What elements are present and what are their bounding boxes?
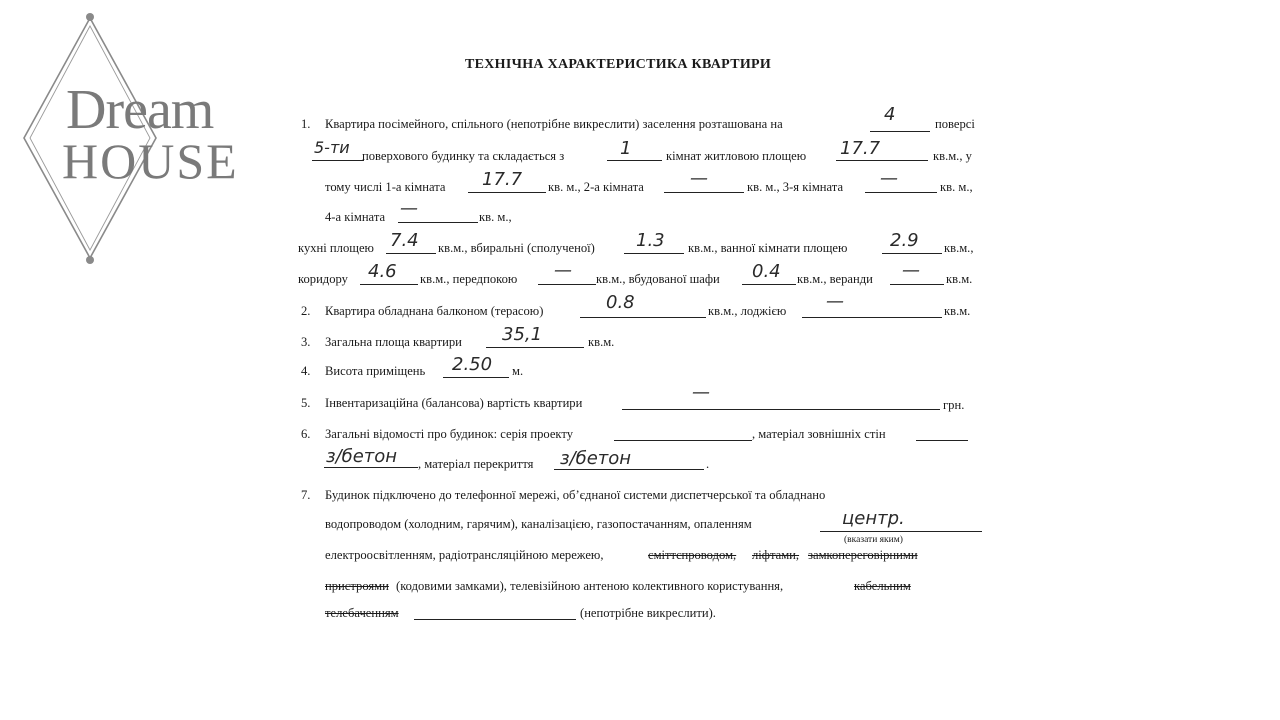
corridor-line (360, 284, 418, 285)
corridor-value: 4.6 (368, 261, 397, 282)
item-1-text-r: кв.м., вбудованої шафи (596, 272, 720, 286)
ceiling-material-line (554, 469, 704, 470)
height-value: 2.50 (452, 354, 493, 375)
item-3-text-a: Загальна площа квартири (325, 335, 462, 349)
veranda-line (890, 284, 944, 285)
item-1-text-j: 4-а кімната (325, 210, 386, 224)
item-1-text-s: кв.м., веранди (797, 272, 873, 286)
item-7-line-1: Будинок підключено до телефонної мережі, об’єднаної системи диспетчерської та обладнано (325, 488, 826, 502)
veranda-value: — (902, 260, 920, 281)
logo-word-house: HOUSE (62, 133, 239, 189)
living-area-line (836, 160, 928, 161)
item-1-text-i: кв. м., (940, 180, 973, 194)
item-1-text-m: кв.м., вбиральні (сполученої) (438, 241, 595, 255)
item-6-text-b: , матеріал зовнішніх стін (752, 427, 886, 441)
tv-line (414, 619, 576, 620)
inventory-value: — (692, 382, 710, 403)
item-6-number: 6. (301, 427, 311, 441)
heating-value: центр. (842, 508, 905, 529)
walls-material-value: з/бетон (326, 446, 398, 467)
bathroom-line (882, 253, 942, 254)
item-1-text-c: поверхового будинку та складається з (362, 149, 565, 163)
bathroom-value: 2.9 (890, 230, 919, 251)
item-6-text-d: . (706, 457, 710, 471)
item-7-line-5b: (непотрібне викреслити). (580, 606, 716, 620)
item-4-text-a: Висота приміщень (325, 364, 426, 378)
item-1-text-g: кв. м., 2-а кімната (548, 180, 644, 194)
item-4-text-b: м. (512, 364, 524, 378)
item-7-number: 7. (301, 488, 311, 502)
walls-material-line (324, 467, 418, 468)
loggia-value: — (826, 291, 844, 312)
kitchen-value: 7.4 (390, 230, 419, 251)
item-1-text-a: Квартира посімейного, спільного (непотрібне викреслити) заселення розташована на (325, 117, 783, 131)
item-3-number: 3. (301, 335, 311, 349)
item-1-text-n: кв.м., ванної кімнати площею (688, 241, 848, 255)
heating-hint: (вказати яким) (844, 535, 903, 545)
item-1-text-e: кв.м., у (933, 149, 972, 163)
hallway-value: — (554, 260, 572, 281)
item-1-text-l: кухні площею (298, 241, 374, 255)
item-5-number: 5. (301, 396, 311, 410)
room4-line (398, 222, 478, 223)
item-5-text-b: грн. (943, 398, 965, 412)
item-1-text-k: кв. м., (479, 210, 512, 224)
item-1-text-o: кв.м., (944, 241, 974, 255)
closet-value: 0.4 (752, 261, 781, 282)
height-line (443, 377, 509, 378)
item-1-text-t: кв.м. (946, 272, 973, 286)
living-area-value: 17.7 (840, 138, 881, 159)
loggia-line (802, 317, 942, 318)
toilet-value: 1.3 (636, 230, 665, 251)
value-line (622, 409, 940, 410)
item-6-text-c: , матеріал перекриття (418, 457, 534, 471)
storeys-line (312, 160, 364, 161)
item-3-text-b: кв.м. (588, 335, 615, 349)
item-2-text-c: кв.м. (944, 304, 971, 318)
item-1-text-d: кімнат житловою площею (666, 149, 807, 163)
kitchen-line (386, 253, 436, 254)
item-7-line-3b: сміттєпроводом, (648, 548, 737, 562)
item-7-line-3a: електроосвітленням, радіотрансляційною мережею, (325, 548, 604, 562)
item-1-text-f: тому числі 1-а кімната (325, 180, 446, 194)
hallway-line (538, 284, 596, 285)
item-4-number: 4. (301, 364, 311, 378)
floor-line (870, 131, 930, 132)
toilet-line (624, 253, 684, 254)
floor-value: 4 (884, 104, 896, 125)
room3-line (865, 192, 937, 193)
item-1-text-b: поверсі (935, 117, 975, 131)
closet-line (742, 284, 796, 285)
storeys-value: 5-ти (314, 138, 350, 157)
item-7-line-3d: замкопереговірними (808, 548, 918, 562)
room3-value: — (880, 168, 898, 189)
ceiling-material-value: з/бетон (560, 448, 632, 469)
balcony-value: 0.8 (606, 292, 635, 313)
room2-value: — (690, 168, 708, 189)
rooms-value: 1 (620, 138, 632, 159)
item-2-text-b: кв.м., лоджією (708, 304, 787, 318)
item-7-line-4a: пристроями (325, 579, 389, 593)
item-7-line-5a: телебаченням (325, 606, 399, 620)
series-line (614, 440, 752, 441)
room1-value: 17.7 (482, 169, 523, 190)
item-6-text-a: Загальні відомості про будинок: серія проекту (325, 427, 574, 441)
item-2-text-a: Квартира обладнана балконом (терасою) (325, 304, 544, 318)
total-area-line (486, 347, 584, 348)
document-title: ТЕХНІЧНА ХАРАКТЕРИСТИКА КВАРТИРИ (465, 57, 772, 72)
walls-line (916, 440, 968, 441)
item-7-line-4c: кабельним (854, 579, 911, 593)
item-1-text-h: кв. м., 3-я кімната (747, 180, 844, 194)
room4-value: — (400, 198, 418, 219)
item-7-line-2: водопроводом (холодним, гарячим), каналізацією, газопостачанням, опаленням (325, 517, 752, 531)
rooms-line (607, 160, 662, 161)
heating-line (820, 531, 982, 532)
total-area-value: 35,1 (502, 324, 543, 345)
logo-word-dream: Dream (66, 79, 214, 141)
room2-line (664, 192, 744, 193)
item-7-line-3c: ліфтами, (752, 548, 800, 562)
item-2-number: 2. (301, 304, 311, 318)
balcony-line (580, 317, 706, 318)
item-1-text-p: коридору (298, 272, 348, 286)
item-7-line-4b: (кодовими замками), телевізійною антеною колективного користування, (396, 579, 784, 593)
item-5-text-a: Інвентаризаційна (балансова) вартість квартири (325, 396, 583, 410)
room1-line (468, 192, 546, 193)
item-1-text-q: кв.м., передпокою (420, 272, 518, 286)
item-1-number: 1. (301, 117, 311, 131)
